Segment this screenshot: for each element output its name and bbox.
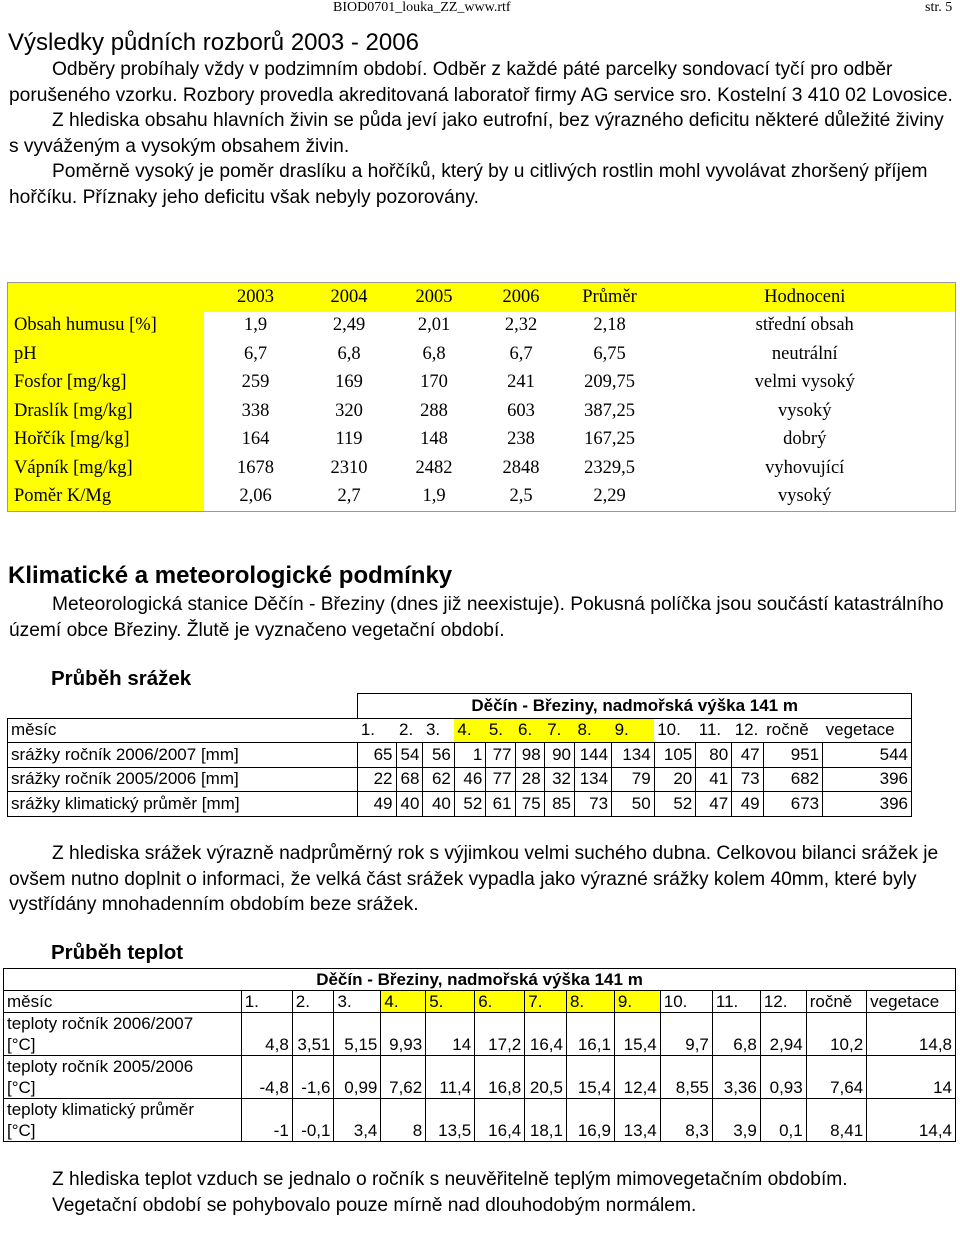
month-cell: 5. bbox=[426, 991, 475, 1013]
header-cell: 2006 bbox=[478, 283, 565, 312]
vegetation-cell: 14,4 bbox=[867, 1099, 956, 1142]
table-cell: 2310 bbox=[330, 457, 368, 478]
month-cell: 7. bbox=[544, 718, 574, 743]
table-cell: 8,55 bbox=[660, 1056, 712, 1099]
table-cell: 2,5 bbox=[509, 486, 533, 507]
table-cell: vyhovující bbox=[765, 457, 845, 478]
soil-analysis-table bbox=[7, 282, 956, 512]
table-cell: 40 bbox=[396, 792, 423, 817]
table-cell: 56 bbox=[423, 743, 454, 768]
month-cell: 6. bbox=[515, 718, 544, 743]
month-cell: 10. bbox=[660, 991, 712, 1013]
annual-cell: 10,2 bbox=[806, 1013, 866, 1056]
table-cell: 148 bbox=[420, 429, 448, 450]
table-cell: 16,8 bbox=[475, 1056, 525, 1099]
table-cell: 164 bbox=[241, 429, 270, 450]
table-cell: 134 bbox=[575, 767, 612, 792]
soil-paragraph-1: Odběry probíhaly vždy v podzimním období. Odběr z každé páté parcelky sondovací tyčí pro odběr porušeného vzorku. Rozbory provedla akreditovaná laboratoř firmy AG service sro. Kostelní 3 410 02 Lovosice. bbox=[9, 59, 953, 106]
month-label: měsíc bbox=[8, 718, 358, 743]
header-cell: Průměr bbox=[565, 283, 655, 312]
table-cell: velmi vysoký bbox=[754, 372, 855, 393]
table-cell: 12,4 bbox=[614, 1056, 660, 1099]
table-cell: 2848 bbox=[502, 457, 540, 478]
month-cell: 8. bbox=[566, 991, 614, 1013]
table-row bbox=[4, 1056, 956, 1099]
table-cell: 167,25 bbox=[584, 429, 635, 450]
temp-month-row bbox=[4, 991, 956, 1013]
annual-label: ročně bbox=[806, 991, 866, 1013]
table-cell: 2,32 bbox=[504, 315, 538, 336]
table-row bbox=[8, 340, 956, 369]
table-cell: 54 bbox=[396, 743, 423, 768]
table-cell: 77 bbox=[486, 767, 515, 792]
table-cell: 2,49 bbox=[332, 315, 366, 336]
table-cell: 2,06 bbox=[239, 486, 272, 507]
table-cell: 288 bbox=[420, 400, 448, 421]
header-cell: 2003 bbox=[204, 283, 308, 312]
annual-cell: 8,41 bbox=[806, 1099, 866, 1142]
table-cell: 3,36 bbox=[712, 1056, 760, 1099]
table-cell: 41 bbox=[696, 767, 732, 792]
table-cell: 65 bbox=[358, 743, 396, 768]
table-cell: 1678 bbox=[237, 457, 274, 478]
table-cell: 20 bbox=[654, 767, 696, 792]
row-label-line2: [°C] bbox=[7, 1121, 36, 1140]
table-cell: 1,9 bbox=[243, 315, 268, 336]
table-cell: 2329,5 bbox=[584, 457, 635, 478]
row-label bbox=[4, 1056, 242, 1099]
table-cell: 6,75 bbox=[593, 343, 626, 364]
table-cell: 68 bbox=[396, 767, 423, 792]
annual-cell: 951 bbox=[763, 743, 823, 768]
table-cell: 338 bbox=[241, 400, 270, 421]
soil-section-text bbox=[9, 57, 955, 210]
month-cell: 5. bbox=[486, 718, 515, 743]
table-cell: 15,4 bbox=[614, 1013, 660, 1056]
table-row bbox=[8, 397, 956, 426]
row-label-line1: teploty ročník 2005/2006 bbox=[7, 1057, 194, 1076]
table-cell: 4,8 bbox=[241, 1013, 292, 1056]
temp-comment-1: Z hlediska teplot vzduch se jednalo o ročník s neuvěřitelně teplým mimovegetačním obdobím. bbox=[52, 1169, 848, 1190]
rain-comment-block bbox=[9, 841, 955, 918]
temp-comment-2: Vegetační období se pohybovalo pouze mírně nad dlouhodobým normálem. bbox=[52, 1194, 697, 1216]
table-cell: 73 bbox=[575, 792, 612, 817]
row-label-line2: [°C] bbox=[7, 1078, 36, 1097]
rain-comment: Z hlediska srážek výrazně nadprůměrný rok s výjimkou velmi suchého dubna. Celkovou bilanci srážek je ovšem nutno doplnit o informaci, že velká část srážek vypadla jako výrazné srážky kolem 40mm, které byly vystřídány mnohadenním obdobím beze srážek. bbox=[9, 843, 939, 915]
table-row bbox=[8, 426, 956, 455]
row-label: Hořčík [mg/kg] bbox=[8, 426, 204, 455]
table-cell: 49 bbox=[358, 792, 396, 817]
temp-comment-block bbox=[9, 1167, 955, 1218]
table-cell: 209,75 bbox=[584, 372, 635, 393]
table-cell: 5,15 bbox=[334, 1013, 381, 1056]
table-row bbox=[4, 1013, 956, 1056]
header-cell: 2005 bbox=[391, 283, 478, 312]
table-cell: 47 bbox=[696, 792, 732, 817]
table-cell: 8,3 bbox=[660, 1099, 712, 1142]
month-cell: 8. bbox=[575, 718, 612, 743]
annual-label: ročně bbox=[763, 718, 823, 743]
table-cell: 169 bbox=[335, 372, 363, 393]
vegetation-cell: 544 bbox=[823, 743, 912, 768]
table-cell: 61 bbox=[486, 792, 515, 817]
vegetation-cell: 396 bbox=[823, 767, 912, 792]
row-label: Obsah humusu [%] bbox=[8, 312, 204, 341]
table-row bbox=[8, 483, 956, 512]
table-row bbox=[8, 792, 912, 817]
annual-cell: 673 bbox=[763, 792, 823, 817]
table-cell: 241 bbox=[507, 372, 535, 393]
row-label-line1: teploty ročník 2006/2007 bbox=[7, 1014, 194, 1033]
temp-heading: Průběh teplot bbox=[51, 941, 184, 964]
table-cell: vysoký bbox=[778, 486, 832, 507]
temperature-table bbox=[3, 968, 956, 1142]
soil-table-header bbox=[8, 283, 956, 312]
table-cell: 603 bbox=[507, 400, 535, 421]
vegetation-cell: 14,8 bbox=[867, 1013, 956, 1056]
table-cell: 32 bbox=[544, 767, 574, 792]
annual-cell: 7,64 bbox=[806, 1056, 866, 1099]
table-cell: 6,7 bbox=[509, 343, 533, 364]
spacer-cell bbox=[8, 694, 358, 719]
table-cell: 238 bbox=[507, 429, 535, 450]
row-label: srážky ročník 2006/2007 [mm] bbox=[8, 743, 358, 768]
table-cell: 62 bbox=[423, 767, 454, 792]
table-row bbox=[8, 767, 912, 792]
table-cell: 16,4 bbox=[525, 1013, 567, 1056]
month-cell: 7. bbox=[525, 991, 567, 1013]
table-cell: 0,93 bbox=[760, 1056, 806, 1099]
row-label: srážky klimatický průměr [mm] bbox=[8, 792, 358, 817]
row-label: srážky ročník 2005/2006 [mm] bbox=[8, 767, 358, 792]
table-row bbox=[8, 454, 956, 483]
header-cell: 2004 bbox=[308, 283, 391, 312]
month-cell: 3. bbox=[334, 991, 381, 1013]
table-cell: 1,9 bbox=[422, 486, 446, 507]
table-cell: 2482 bbox=[415, 457, 453, 478]
table-cell: 9,93 bbox=[381, 1013, 426, 1056]
row-label: Poměr K/Mg bbox=[8, 483, 204, 512]
month-cell: 1. bbox=[358, 718, 396, 743]
table-cell: -1,6 bbox=[292, 1056, 334, 1099]
table-cell: 73 bbox=[732, 767, 763, 792]
table-cell: 75 bbox=[515, 792, 544, 817]
table-cell: 0,1 bbox=[760, 1099, 806, 1142]
table-cell: 144 bbox=[575, 743, 612, 768]
table-cell: 2,29 bbox=[593, 486, 626, 507]
header-cell-empty bbox=[8, 283, 204, 312]
table-cell: 18,1 bbox=[525, 1099, 567, 1142]
month-cell: 4. bbox=[454, 718, 485, 743]
month-cell: 12. bbox=[732, 718, 763, 743]
table-cell: 47 bbox=[732, 743, 763, 768]
table-cell: 2,7 bbox=[337, 486, 361, 507]
rain-table-title: Děčín - Březiny, nadmořská výška 141 m bbox=[358, 694, 912, 719]
month-cell: 4. bbox=[381, 991, 426, 1013]
table-row bbox=[8, 743, 912, 768]
file-name: BIOD0701_louka_ZZ_www.rtf bbox=[333, 0, 511, 15]
rain-heading: Průběh srážek bbox=[51, 667, 192, 690]
month-cell: 6. bbox=[475, 991, 525, 1013]
vegetation-label: vegetace bbox=[867, 991, 956, 1013]
table-cell: 52 bbox=[654, 792, 696, 817]
month-cell: 12. bbox=[760, 991, 806, 1013]
table-row bbox=[4, 1099, 956, 1142]
climate-section-text bbox=[9, 592, 955, 643]
table-cell: 98 bbox=[515, 743, 544, 768]
month-cell: 9. bbox=[612, 718, 655, 743]
row-label bbox=[4, 1099, 242, 1142]
table-cell: 1 bbox=[454, 743, 485, 768]
table-cell: dobrý bbox=[783, 429, 827, 450]
table-cell: 0,99 bbox=[334, 1056, 381, 1099]
table-cell: vysoký bbox=[778, 400, 832, 421]
month-cell: 10. bbox=[654, 718, 696, 743]
table-cell: 6,8 bbox=[422, 343, 446, 364]
table-cell: 6,8 bbox=[712, 1013, 760, 1056]
table-cell: 14 bbox=[426, 1013, 475, 1056]
table-cell: 77 bbox=[486, 743, 515, 768]
row-label-line2: [°C] bbox=[7, 1035, 36, 1054]
table-cell: 20,5 bbox=[525, 1056, 567, 1099]
month-cell: 11. bbox=[696, 718, 732, 743]
table-cell: 2,01 bbox=[417, 315, 451, 336]
table-row bbox=[8, 369, 956, 398]
table-cell: 170 bbox=[420, 372, 448, 393]
rain-month-row bbox=[8, 718, 912, 743]
vegetation-cell: 14 bbox=[867, 1056, 956, 1099]
rain-table bbox=[7, 693, 912, 817]
table-cell: 15,4 bbox=[566, 1056, 614, 1099]
table-cell: 13,5 bbox=[426, 1099, 475, 1142]
month-cell: 11. bbox=[712, 991, 760, 1013]
row-label: Draslík [mg/kg] bbox=[8, 397, 204, 426]
table-cell: 50 bbox=[612, 792, 655, 817]
month-label: měsíc bbox=[4, 991, 242, 1013]
table-cell: 2,18 bbox=[593, 315, 626, 336]
table-cell: 16,1 bbox=[566, 1013, 614, 1056]
climate-section-title: Klimatické a meteorologické podmínky bbox=[8, 562, 453, 589]
table-cell: 9,7 bbox=[660, 1013, 712, 1056]
soil-paragraph-3: Poměrně vysoký je poměr draslíku a hořčíků, který by u citlivých rostlin mohl vyvolávat zhoršený příjem hořčíku. Příznaky jeho deficitu však nebyly pozorovány. bbox=[9, 161, 928, 208]
table-cell: 13,4 bbox=[614, 1099, 660, 1142]
row-label: pH bbox=[8, 340, 204, 369]
month-cell: 2. bbox=[396, 718, 423, 743]
table-cell: 119 bbox=[335, 429, 363, 450]
table-cell: 6,7 bbox=[243, 343, 268, 364]
row-label bbox=[4, 1013, 242, 1056]
row-label-line1: teploty klimatický průměr bbox=[7, 1100, 195, 1119]
table-cell: 3,4 bbox=[334, 1099, 381, 1142]
table-cell: -4,8 bbox=[241, 1056, 292, 1099]
soil-paragraph-2: Z hlediska obsahu hlavních živin se půda jeví jako eutrofní, bez výrazného deficitu některé důležité živiny s vyváženým a vysokým obsahem živin. bbox=[9, 110, 944, 157]
vegetation-cell: 396 bbox=[823, 792, 912, 817]
table-cell: 2,94 bbox=[760, 1013, 806, 1056]
table-cell: 49 bbox=[732, 792, 763, 817]
row-label: Vápník [mg/kg] bbox=[8, 454, 204, 483]
table-cell: 387,25 bbox=[584, 400, 635, 421]
month-cell: 9. bbox=[614, 991, 660, 1013]
temp-title-row bbox=[4, 969, 956, 991]
table-cell: 52 bbox=[454, 792, 485, 817]
table-cell: 11,4 bbox=[426, 1056, 475, 1099]
table-cell: 40 bbox=[423, 792, 454, 817]
table-row bbox=[8, 312, 956, 341]
table-cell: 6,8 bbox=[337, 343, 361, 364]
table-cell: 85 bbox=[544, 792, 574, 817]
table-cell: 105 bbox=[654, 743, 696, 768]
header-cell: Hodnoceni bbox=[655, 283, 956, 312]
table-cell: 320 bbox=[335, 400, 363, 421]
table-cell: 259 bbox=[241, 372, 270, 393]
table-cell: neutrální bbox=[771, 343, 838, 364]
table-cell: 90 bbox=[544, 743, 574, 768]
month-cell: 1. bbox=[241, 991, 292, 1013]
annual-cell: 682 bbox=[763, 767, 823, 792]
table-cell: 46 bbox=[454, 767, 485, 792]
table-cell: 28 bbox=[515, 767, 544, 792]
month-cell: 2. bbox=[292, 991, 334, 1013]
table-cell: 8 bbox=[381, 1099, 426, 1142]
rain-title-row bbox=[8, 694, 912, 719]
table-cell: střední obsah bbox=[755, 315, 854, 336]
climate-paragraph: Meteorologická stanice Děčín - Březiny (dnes již neexistuje). Pokusná políčka jsou součástí katastrálního území obce Březiny. Žlutě je vyznačeno vegetační období. bbox=[9, 594, 944, 641]
table-cell: 16,9 bbox=[566, 1099, 614, 1142]
table-cell: 134 bbox=[612, 743, 655, 768]
table-cell: 17,2 bbox=[475, 1013, 525, 1056]
table-cell: 3,51 bbox=[292, 1013, 334, 1056]
table-cell: -1 bbox=[241, 1099, 292, 1142]
page-number: str. 5 bbox=[925, 0, 953, 15]
soil-section-title: Výsledky půdních rozborů 2003 - 2006 bbox=[8, 29, 419, 56]
temp-table-title: Děčín - Březiny, nadmořská výška 141 m bbox=[4, 969, 956, 991]
table-cell: 3,9 bbox=[712, 1099, 760, 1142]
row-label: Fosfor [mg/kg] bbox=[8, 369, 204, 398]
table-cell: 7,62 bbox=[381, 1056, 426, 1099]
table-cell: 79 bbox=[612, 767, 655, 792]
table-cell: 22 bbox=[358, 767, 396, 792]
month-cell: 3. bbox=[423, 718, 454, 743]
table-cell: -0,1 bbox=[292, 1099, 334, 1142]
table-cell: 80 bbox=[696, 743, 732, 768]
vegetation-label: vegetace bbox=[823, 718, 912, 743]
table-cell: 16,4 bbox=[475, 1099, 525, 1142]
